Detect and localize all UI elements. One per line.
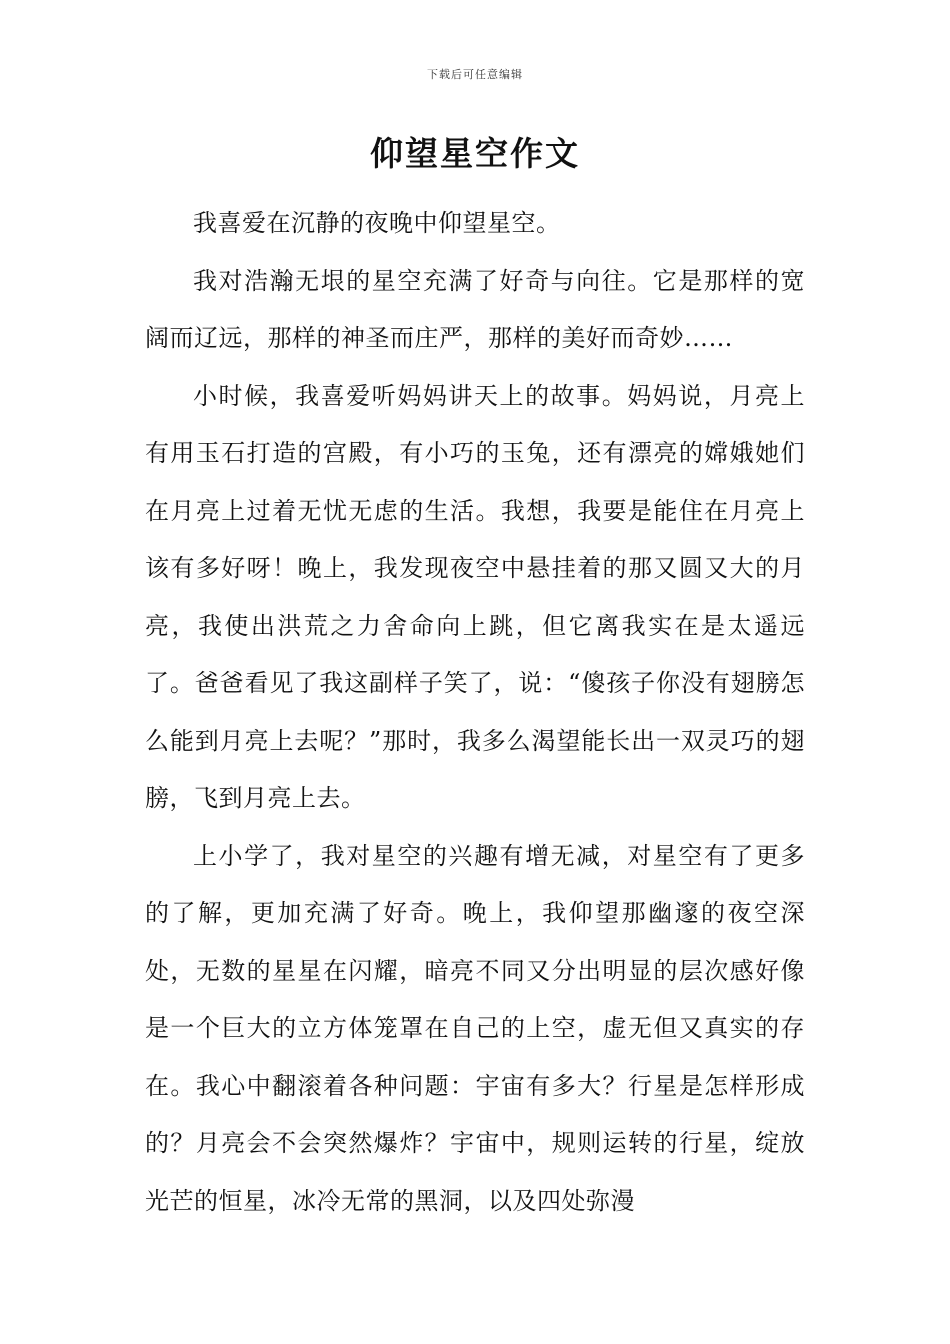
document-body bbox=[145, 195, 805, 1230]
header-note: 下载后可任意编辑 bbox=[427, 68, 523, 81]
document-title: 仰望星空作文 bbox=[370, 134, 580, 173]
paragraph: 上小学了，我对星空的兴趣有增无减，对星空有了更多的了解，更加充满了好奇。晚上，我仰望那幽邃的夜空深处，无数的星星在闪耀，暗亮不同又分出明显的层次感好像是一个巨大的立方体笼罩在自己的上空，虚无但又真实的存在。我心中翻滚着各种问题：宇宙有多大？行星是怎样形成的？月亮会不会突然爆炸？宇宙中，规则运转的行星，绽放光芒的恒星，冰冷无常的黑洞，以及四处弥漫 bbox=[145, 841, 805, 1215]
paragraph: 我对浩瀚无垠的星空充满了好奇与向往。它是那样的宽阔而辽远，那样的神圣而庄严，那样的美好而奇妙…… bbox=[145, 266, 805, 352]
paragraph: 小时候，我喜爱听妈妈讲天上的故事。妈妈说，月亮上有用玉石打造的宫殿，有小巧的玉兔，还有漂亮的嫦娥她们在月亮上过着无忧无虑的生活。我想，我要是能住在月亮上该有多好呀！晚上，我发现夜空中悬挂着的那又圆又大的月亮，我使出洪荒之力舍命向上跳，但它离我实在是太遥远了。爸爸看见了我这副样子笑了，说：“傻孩子你没有翅膀怎么能到月亮上去呢？”那时，我多么渴望能长出一双灵巧的翅膀，飞到月亮上去。 bbox=[145, 381, 805, 812]
paragraph: 我喜爱在沉静的夜晚中仰望星空。 bbox=[193, 209, 561, 237]
